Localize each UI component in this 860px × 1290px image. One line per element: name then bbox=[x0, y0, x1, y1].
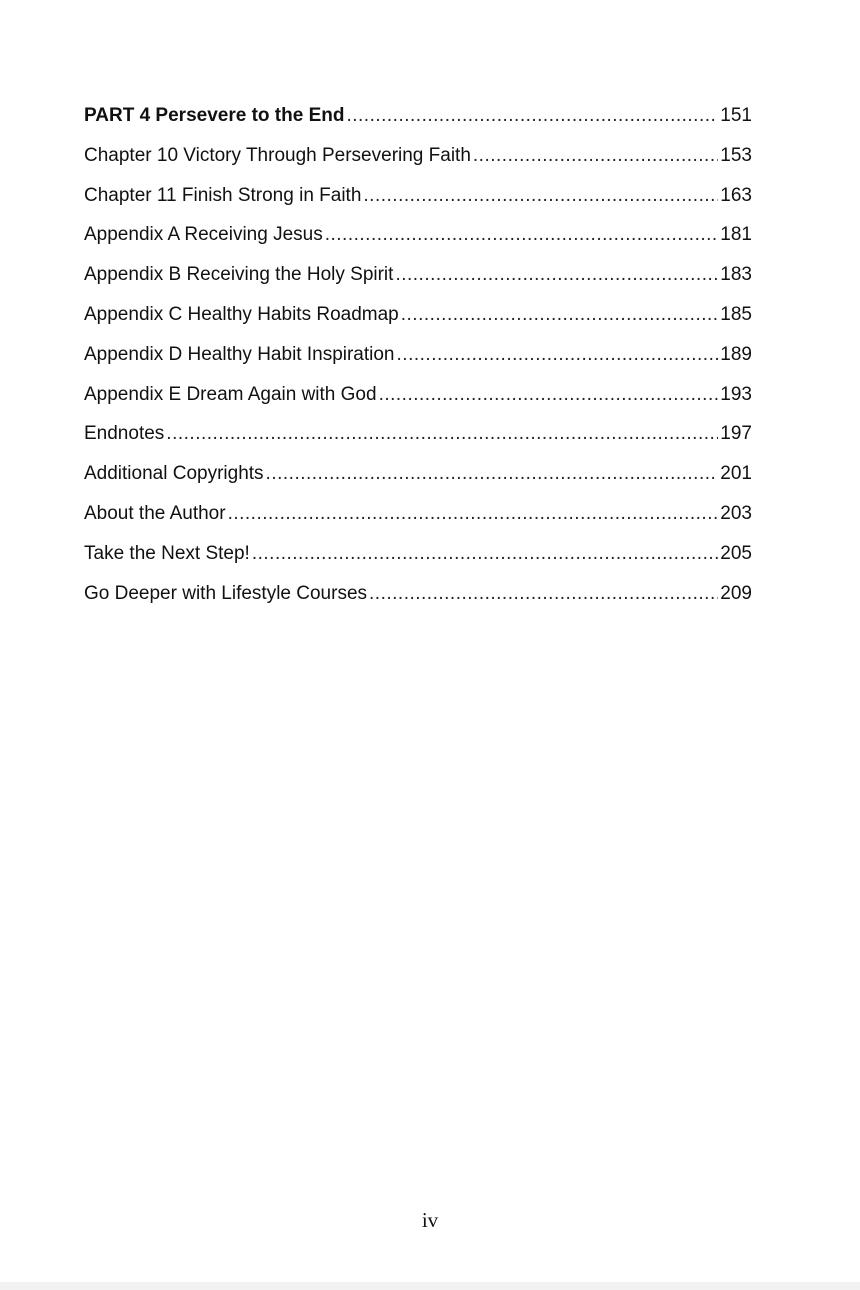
dot-leader bbox=[379, 381, 719, 409]
dot-leader bbox=[363, 182, 718, 210]
toc-entry bbox=[84, 500, 752, 540]
toc-entry-label: Appendix D Healthy Habit Inspiration bbox=[84, 343, 395, 365]
dot-leader bbox=[401, 301, 719, 329]
toc-entry-page-number: 205 bbox=[720, 542, 752, 564]
dot-leader bbox=[166, 420, 718, 448]
toc-entry bbox=[84, 420, 752, 460]
dot-leader bbox=[395, 261, 718, 289]
toc-entry bbox=[84, 381, 752, 421]
toc-entry bbox=[84, 102, 752, 142]
toc-entry-page-number: 153 bbox=[720, 144, 752, 166]
toc-entry-page-number: 151 bbox=[720, 105, 752, 126]
toc-entry-label: Appendix B Receiving the Holy Spirit bbox=[84, 264, 394, 286]
toc-entry bbox=[84, 540, 752, 580]
toc-entry-label: Take the Next Step! bbox=[84, 542, 250, 564]
dot-leader bbox=[266, 460, 719, 488]
toc-entry-label: Go Deeper with Lifestyle Courses bbox=[84, 582, 368, 604]
toc-entry-label: Appendix A Receiving Jesus bbox=[84, 224, 323, 246]
toc-entry-page-number: 189 bbox=[720, 343, 752, 365]
toc-entry bbox=[84, 580, 752, 620]
table-of-contents bbox=[84, 102, 752, 619]
toc-entry bbox=[84, 460, 752, 500]
toc-entry-page-number: 181 bbox=[720, 224, 752, 246]
toc-entry bbox=[84, 261, 752, 301]
dot-leader bbox=[369, 580, 718, 608]
toc-entry-page-number: 183 bbox=[720, 264, 752, 286]
toc-entry-label: Chapter 10 Victory Through Persevering Faith bbox=[84, 144, 471, 166]
toc-entry-label: Chapter 11 Finish Strong in Faith bbox=[84, 184, 362, 206]
toc-entry-label: PART 4 Persevere to the End bbox=[84, 105, 345, 126]
toc-entry-page-number: 203 bbox=[720, 502, 752, 524]
toc-entry bbox=[84, 341, 752, 381]
toc-entry-label: About the Author bbox=[84, 502, 226, 524]
dot-leader bbox=[252, 540, 718, 568]
dot-leader bbox=[473, 142, 718, 170]
toc-entry bbox=[84, 221, 752, 261]
toc-entry-page-number: 193 bbox=[720, 383, 752, 405]
toc-entry-page-number: 185 bbox=[720, 303, 752, 325]
toc-entry-label: Additional Copyrights bbox=[84, 463, 264, 485]
page-number-footer: iv bbox=[421, 1208, 439, 1232]
toc-entry-page-number: 209 bbox=[720, 582, 752, 604]
viewer-bottom-edge bbox=[0, 1282, 860, 1290]
toc-entry-label: Appendix E Dream Again with God bbox=[84, 383, 377, 405]
toc-entry-label: Endnotes bbox=[84, 423, 165, 445]
toc-entry bbox=[84, 142, 752, 182]
toc-entry-label: Appendix C Healthy Habits Roadmap bbox=[84, 303, 399, 325]
dot-leader bbox=[228, 500, 719, 528]
dot-leader bbox=[325, 221, 719, 249]
toc-entry bbox=[84, 301, 752, 341]
dot-leader bbox=[397, 341, 719, 369]
toc-entry bbox=[84, 182, 752, 222]
dot-leader bbox=[346, 102, 718, 130]
toc-entry-page-number: 163 bbox=[720, 184, 752, 206]
toc-entry-page-number: 197 bbox=[720, 423, 752, 445]
toc-entry-page-number: 201 bbox=[720, 463, 752, 485]
